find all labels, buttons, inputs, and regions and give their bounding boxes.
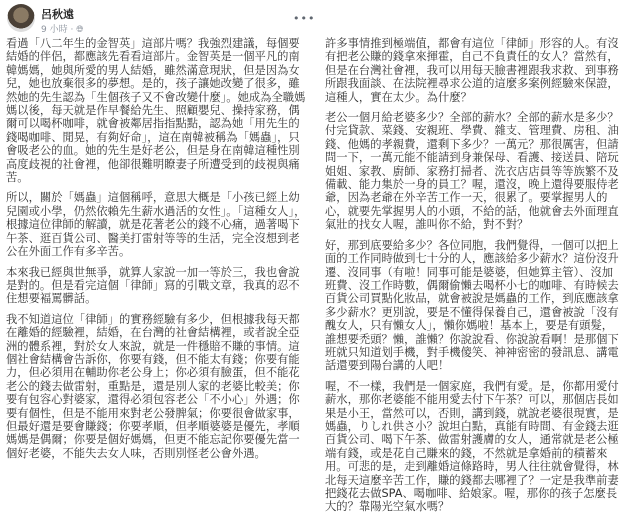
post-time[interactable]: 9 小時 [41, 25, 68, 35]
post-body-right [325, 37, 623, 521]
avatar[interactable] [7, 4, 35, 32]
post-meta [41, 22, 83, 35]
paragraph: 許多事情推到極端值，都會有這位「律師」形容的人。有沒有把老公賺的錢拿來揮霍，自己不負責任的女人？當然有，但是在台灣社會裡，我可以用每天臉書裡跟我求救、到事務所跟我面談、在法院裡尋求公道的這麼多案例經驗來保證，這種人，實在太少。為什麼？ [325, 37, 619, 104]
paragraph: 看過「八二年生的金智英」這部片嗎？我強烈建議，每個要結婚的伴侶，都應該先看看這部片。金智英是一個平凡的南韓媽媽，她與所愛的男人結婚，雖然滿意現狀，但是因為女兒，她也放棄很多的夢想。是的，孩子讓她改變了很多，雖然她的先生認為「生個孩子又不會改變什麼」。她成為全職媽媽以後，每天就是作早餐給先生、照顧嬰兒、操持家務，偶爾可以喝杯咖啡，就會被鄰居指指點點，認為她「用先生的錢喝咖啡、閒晃，有夠好命」，這在南韓被稱為「媽蟲」，只會吸老公的血。她的先生是好老公，但是身在南韓這種性別高度歧視的社會裡，他卻很難明瞭妻子所遭受到的歧視與痛苦。 [6, 37, 306, 185]
post-body-left [6, 37, 306, 467]
more-options-button[interactable]: ••• [293, 12, 316, 25]
paragraph: 所以，關於「媽蟲」這個稱呼，意思大概是「小孩已經上幼兒園或小學，仍然依賴先生薪水過活的女性」。「這種女人」，根據這位律師的解讀，就是花著老公的錢不心痛，過著喝下午茶、逛百貨公司、醫美打雷射等等的生活，完全沒想到老公在外面工作有多辛苦。 [6, 191, 306, 259]
paragraph: 老公一個月給老婆多少？全部的薪水？全部的薪水是多少？付完貸款、菜錢、安親班、學費、雜支、管理費、房租、油錢、他媽的孝親費，還剩下多少？一萬元？那很厲害，但請問一下，一萬元能不能請到身兼保母、看護、接送員、陪玩姐姐、家教、廚師、家務打掃者、洗衣店店員等等族繁不及備載、能力集於一身的員工？喔，還沒，晚上還得要服侍老爺，因為老爺在外辛苦工作一天，很累了。要掌握男人的心，就要先掌握男人的小頭，不給的話，他就會去外面理直氣壯的找女人喔，誰叫你不給，對不對？ [325, 111, 619, 232]
separator: · [70, 25, 77, 35]
paragraph: 好，那到底要給多少？各位同胞，我們覺得，一個可以把上面的工作同時做到七十分的人，應該給多少薪水？這份沒升遷、沒同事（有啦！同事可能是婆婆，但她算主管）、沒加班費、沒工作時數，偶爾偷懶去喝杯小七的咖啡、有時候去百貨公司買點化妝品，就會被說是媽蟲的工作，到底應該拿多少薪水？更別說，要是不懂得保養自己，還會被說「沒有醜女人，只有懶女人」，懶你媽啦！基本上，要是有頭髮，誰想要禿頭？懶，誰懶？你說說看、你說說看啊！是那個下班就只知道划手機，對手機傻笑、神神密密的發訊息、講電話還要到陽台講的人吧！ [325, 238, 619, 373]
paragraph: 喔，不一樣，我們是一個家庭，我們有愛。是，你都用愛付薪水，那你老婆能不能用愛去付下午茶？可以，那個店長如果是小王，當然可以，否則，講到錢，就說老婆很現實，是媽蟲，りしれ供さ小？說坦白點，真能有時間、有金錢去逛百貨公司、喝下午茶、做雷射護膚的女人，通常就是老公極端有錢，或是花自己賺來的錢，不然就是拿婚前的積蓄來用。可悲的是，走到離婚這條路時，男人往往就會覺得，林北每天這麼辛苦工作，賺的錢都去哪裡了？一定是我準前妻把錢花去做SPA、喝咖啡、給娘家。喔，那你的孩子怎麼長大的？靠陽光空氣水嗎？ [325, 379, 619, 514]
author-name[interactable]: 呂秋遠 [41, 8, 74, 21]
globe-icon: 🌐︎ [76, 25, 84, 35]
paragraph: 我不知道這位「律師」的實務經驗有多少，但根據我每天都在離婚的經驗裡，結婚，在台灣的社會結構裡，或者說全亞洲的體系裡，對於女人來說，就是一件穩賠不賺的事情。這個社會結構會告訴你，你要有錢，但不能太有錢；你要有能力，但必須用在輔助你老公身上；你必須有臉蛋，但不能花老公的錢去做雷射，重點是，還是別人家的老婆比較美；你要有包容心對婆家，還得必須包容老公「不小心」外遇；你要有個性，但是不能用來對老公發脾氣；你要很會做家事，但最好還是要會賺錢；你要孝順，但孝順婆婆是優先，孝順媽媽是偶爾；你要是個好媽媽，但更不能忘記你要優先當一個好老婆，不能失去女人味，否則別怪老公會外遇。 [6, 312, 300, 460]
paragraph: 本來我已經與世無爭，就算人家說一加一等於三，我也會說是對的。但是看完這個「律師」寫的引戰文章，我真的忍不住想要褔罵髒話。 [6, 265, 300, 306]
